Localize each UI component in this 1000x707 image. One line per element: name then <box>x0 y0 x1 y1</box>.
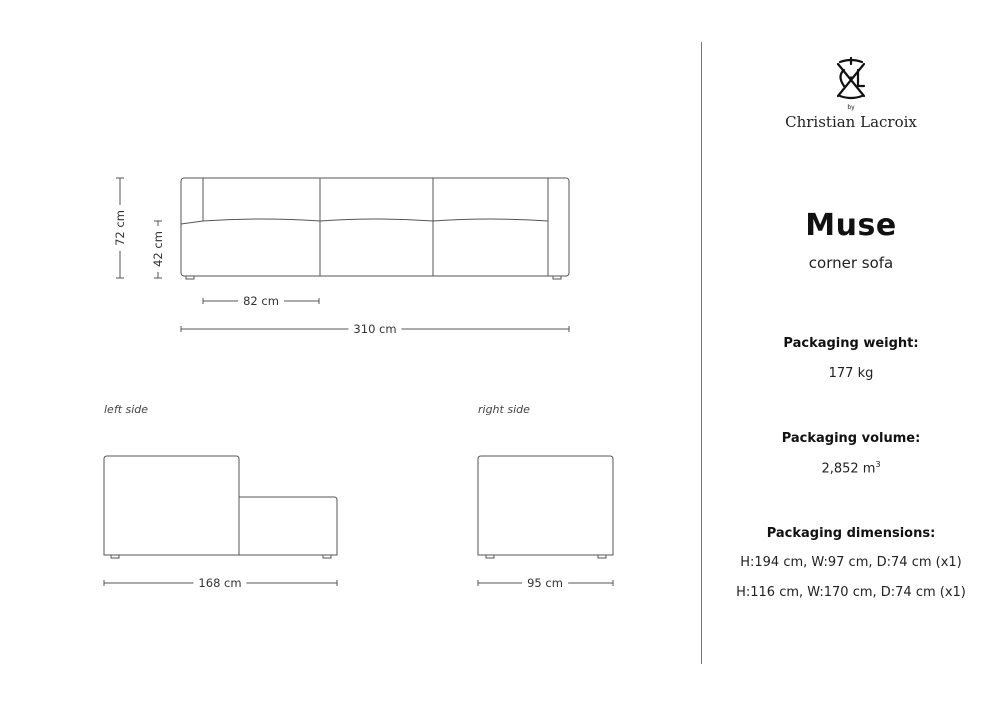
packaging-volume-label: Packaging volume: <box>781 431 921 446</box>
brand-by: by <box>847 104 855 111</box>
seat-width-label: 82 cm <box>238 294 284 308</box>
packaging-weight-value: 177 kg <box>828 366 874 381</box>
packaging-weight-label: Packaging weight: <box>783 336 919 351</box>
volume-unit-superscript: 3 <box>875 460 881 469</box>
brand-monogram-logo <box>831 56 871 102</box>
left-side-label: left side <box>104 403 149 416</box>
height-seat-label: 42 cm <box>151 226 165 272</box>
packaging-dimensions-label: Packaging dimensions: <box>766 526 936 541</box>
total-width-label: 310 cm <box>348 322 401 336</box>
product-type: corner sofa <box>808 254 894 272</box>
product-info-panel <box>702 0 1000 707</box>
brand-name: Christian Lacroix <box>785 113 917 131</box>
left-side-width-label: 168 cm <box>193 576 246 590</box>
right-side-label: right side <box>478 403 530 416</box>
height-total-label: 72 cm <box>113 205 127 251</box>
sofa-front-view <box>181 178 569 279</box>
sofa-left-side-view <box>104 456 337 558</box>
product-name: Muse <box>805 208 897 243</box>
packaging-dimension-1: H:194 cm, W:97 cm, D:74 cm (x1) <box>740 555 962 570</box>
volume-number: 2,852 m <box>821 461 876 477</box>
packaging-volume-value <box>702 460 1000 476</box>
right-side-width-label: 95 cm <box>522 576 568 590</box>
sofa-right-side-view <box>478 456 613 558</box>
packaging-dimension-2: H:116 cm, W:170 cm, D:74 cm (x1) <box>736 585 966 600</box>
